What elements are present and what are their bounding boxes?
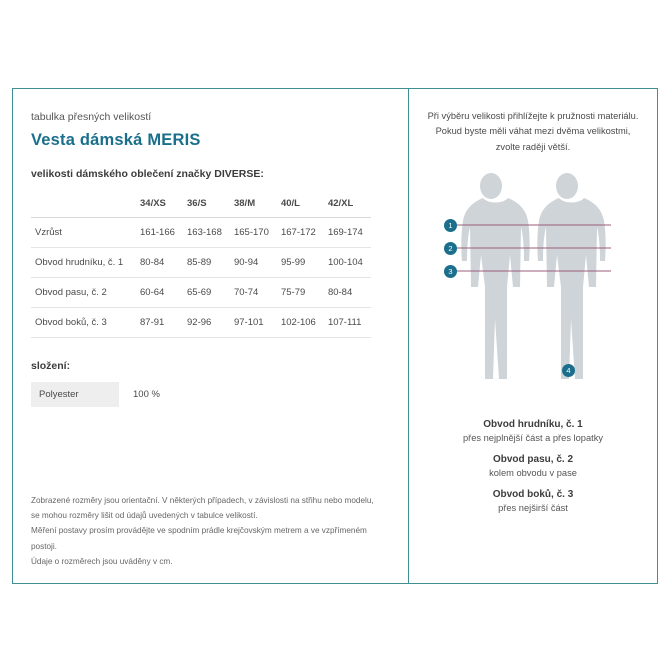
figure-back [537, 173, 605, 379]
footnote-line: se mohou rozměry lišit od údajů uvedených v tabulce velikostí. [31, 511, 258, 521]
measurement-hips [423, 489, 643, 513]
left-column [13, 89, 408, 583]
table-cell: 165-170 [230, 218, 277, 248]
table-cell: 100-104 [324, 248, 371, 278]
badge-2: 2 [444, 242, 457, 255]
table-cell: 161-166 [136, 218, 183, 248]
figure-front [461, 173, 529, 379]
measurement-waist [423, 454, 643, 478]
badge-4: 4 [562, 364, 575, 377]
column-header: 42/XL [324, 192, 371, 218]
table-row [31, 308, 371, 338]
size-table-label: velikosti dámského oblečení značky DIVERSE: [31, 168, 264, 180]
table-cell: 97-101 [230, 308, 277, 338]
row-label: Obvod boků, č. 3 [31, 308, 136, 338]
composition-percent: 100 % [133, 389, 160, 400]
footnote-line: Měření postavy prosím provádějte ve spodním prádle krejčovským metrem a ve vzpřímeném postoji. [31, 526, 367, 551]
content-frame [12, 88, 658, 584]
measurement-title: Obvod boků, č. 3 [492, 488, 574, 500]
row-label: Obvod hrudníku, č. 1 [31, 248, 136, 278]
table-cell: 95-99 [277, 248, 324, 278]
badge-1: 1 [444, 219, 457, 232]
table-cell: 65-69 [183, 278, 230, 308]
table-cell: 169-174 [324, 218, 371, 248]
table-row [31, 278, 371, 308]
figures-svg [433, 169, 633, 405]
table-cell: 102-106 [277, 308, 324, 338]
footnote [31, 493, 389, 569]
row-label: Obvod pasu, č. 2 [31, 278, 136, 308]
column-header [31, 192, 136, 218]
table-header-row [31, 192, 371, 218]
table-cell: 80-84 [136, 248, 183, 278]
body-figure [433, 169, 633, 405]
table-cell: 90-94 [230, 248, 277, 278]
measurement-title: Obvod pasu, č. 2 [492, 453, 574, 465]
table-cell: 60-64 [136, 278, 183, 308]
table-cell: 87-91 [136, 308, 183, 338]
table-cell: 85-89 [183, 248, 230, 278]
table-row [31, 248, 371, 278]
measurement-chest [423, 419, 643, 443]
page-title: Vesta dámská MERIS [31, 131, 201, 149]
composition-label: složení: [31, 360, 71, 372]
right-column [409, 89, 657, 583]
eyebrow-text: tabulka přesných velikostí [31, 111, 152, 123]
column-header: 38/M [230, 192, 277, 218]
table-cell: 107-111 [324, 308, 371, 338]
footnote-line: Zobrazené rozměry jsou orientační. V některých případech, v závislosti na střihu nebo modelu, [31, 496, 374, 506]
table-cell: 70-74 [230, 278, 277, 308]
table-cell: 80-84 [324, 278, 371, 308]
fit-note-line: zvolte raději větší. [495, 141, 571, 152]
table-cell: 167-172 [277, 218, 324, 248]
table-row [31, 218, 371, 248]
footnote-line: Údaje o rozměrech jsou uváděny v cm. [31, 556, 173, 566]
table-cell: 163-168 [183, 218, 230, 248]
table-cell: 92-96 [183, 308, 230, 338]
column-header: 36/S [183, 192, 230, 218]
badge-3: 3 [444, 265, 457, 278]
measurement-desc: kolem obvodu v pase [489, 467, 577, 478]
row-label: Vzrůst [31, 218, 136, 248]
measurement-desc: přes nejplnější část a přes lopatky [462, 432, 604, 443]
fit-note-line: Pokud byste měli váhat mezi dvěma velikostmi, [435, 126, 631, 137]
size-table [31, 192, 371, 338]
table-cell: 75-79 [277, 278, 324, 308]
column-header: 34/XS [136, 192, 183, 218]
fit-note-line: Při výběru velikosti přihlížejte k pružnosti materiálu. [427, 111, 639, 121]
measurement-title: Obvod hrudníku, č. 1 [483, 418, 583, 430]
column-header: 40/L [277, 192, 324, 218]
composition-row [31, 382, 390, 407]
measurement-desc: přes nejširší část [498, 502, 568, 513]
fit-note [427, 109, 639, 155]
composition-material: Polyester [31, 382, 119, 407]
